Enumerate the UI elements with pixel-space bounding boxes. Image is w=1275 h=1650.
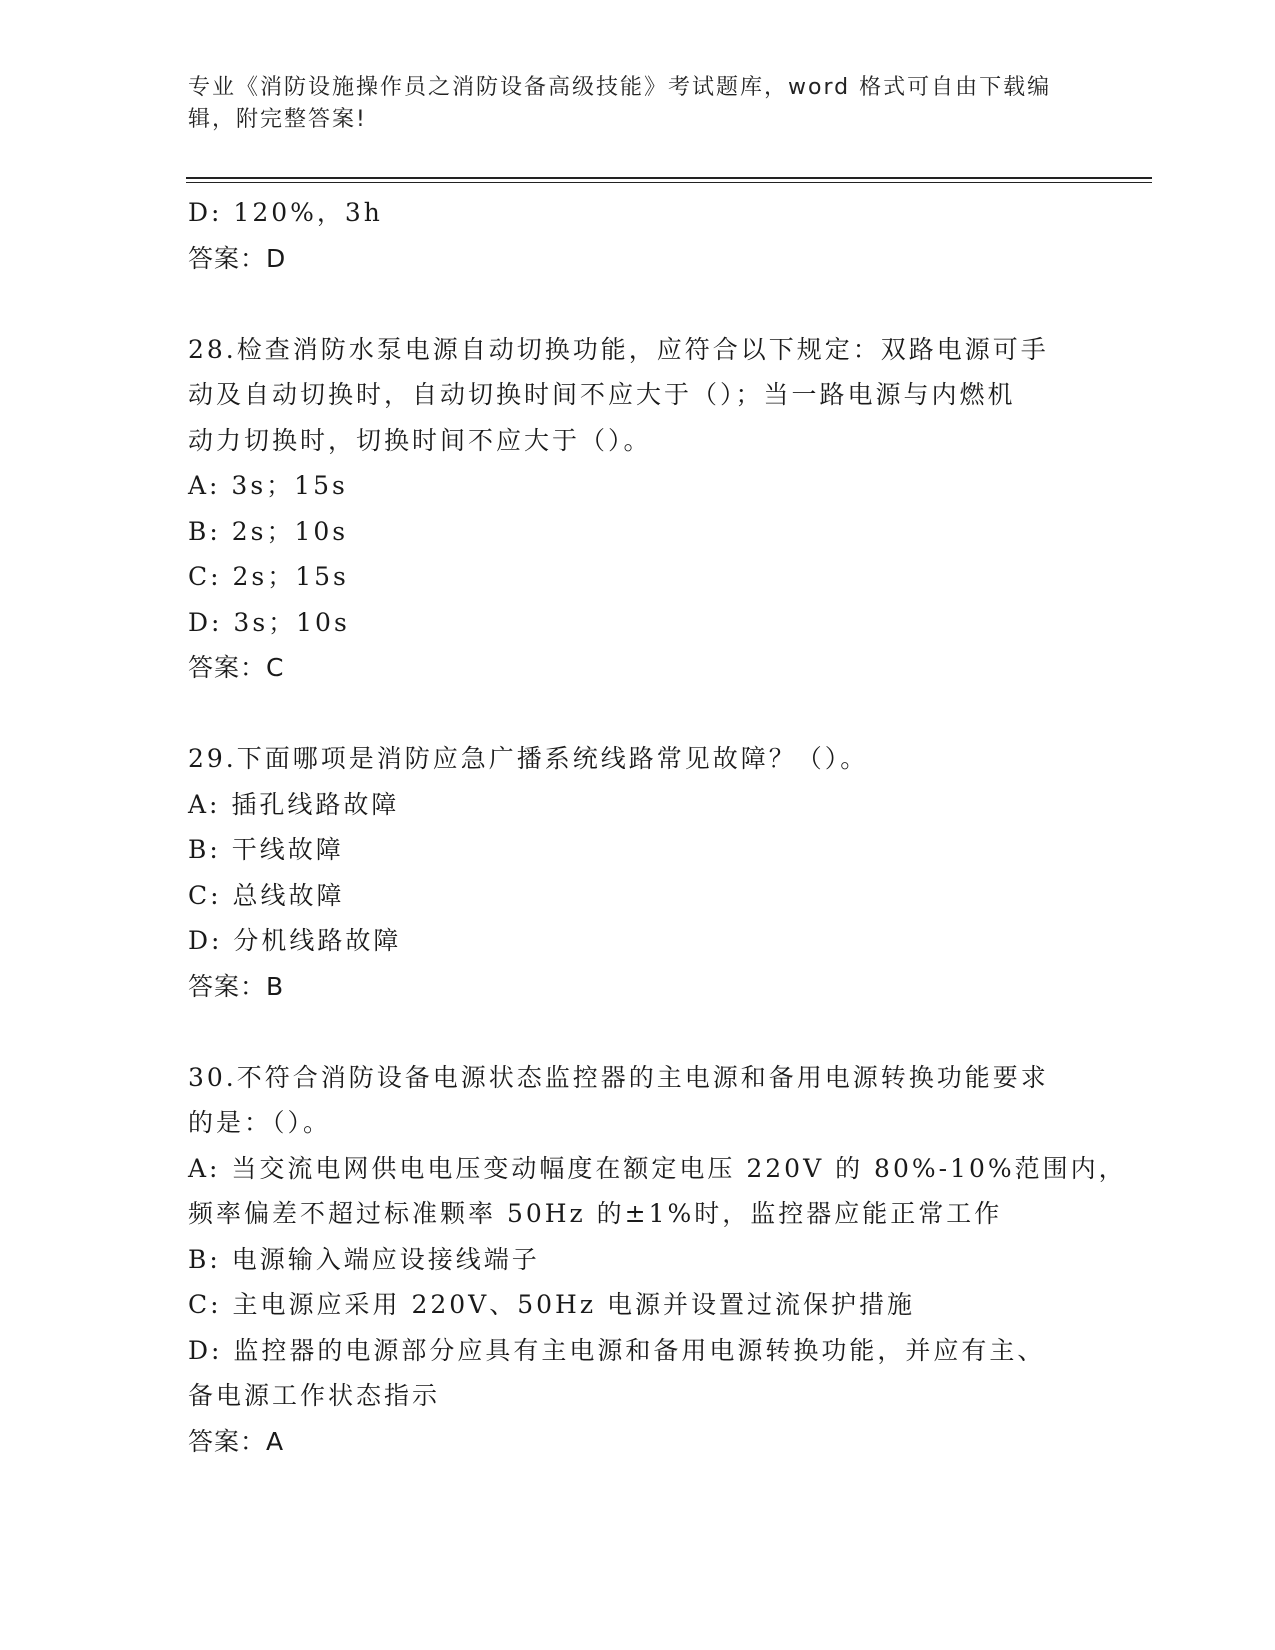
question-29-option-c: C: 总线故障 xyxy=(188,880,345,910)
question-29-option-d: D: 分机线路故障 xyxy=(188,926,402,955)
question-30-answer: 答案：A xyxy=(188,1426,285,1456)
question-28-option-d: D: 3s；10s xyxy=(188,607,350,637)
question-content xyxy=(188,190,1127,1464)
question-28-stem-line: 动及自动切换时，自动切换时间不应大于（）；当一路电源与内燃机 xyxy=(188,380,1016,409)
spacer xyxy=(188,281,1088,327)
header-line-2: 辑，附完整答案! xyxy=(188,107,367,132)
question-29-answer: 答案：B xyxy=(188,971,285,1001)
question-30-option-a-line: A: 当交流电网供电电压变动幅度在额定电压 220V 的 80%-10%范围内， xyxy=(188,1153,1127,1183)
spacer xyxy=(188,691,1088,737)
prev-question-option-d: D: 120%，3h xyxy=(188,198,383,227)
question-29-stem-line: 29.下面哪项是消防应急广播系统线路常见故障？（）。 xyxy=(188,744,869,773)
question-30-option-a-line: 频率偏差不超过标准颗率 50Hz 的±1%时，监控器应能正常工作 xyxy=(188,1199,1003,1228)
spacer xyxy=(188,1009,1088,1055)
question-28-option-a: A: 3s；15s xyxy=(188,471,348,500)
prev-question-answer: 答案：D xyxy=(188,243,287,273)
question-30-stem-line: 30.不符合消防设备电源状态监控器的主电源和备用电源转换功能要求 xyxy=(188,1062,1049,1092)
header-divider-thick xyxy=(186,177,1152,179)
question-29-option-a: A: 插孔线路故障 xyxy=(188,789,400,819)
question-28-option-b: B: 2s；10s xyxy=(188,516,349,546)
page-header xyxy=(188,72,1068,136)
question-28 xyxy=(188,327,1088,691)
question-28-stem-line: 28.检查消防水泵电源自动切换功能，应符合以下规定：双路电源可手 xyxy=(188,334,1049,364)
question-30 xyxy=(188,1055,1127,1465)
question-30-option-b: B: 电源输入端应设接线端子 xyxy=(188,1244,540,1274)
question-28-stem-line: 动力切换时，切换时间不应大于（）。 xyxy=(188,425,652,455)
question-30-option-d-line: 备电源工作状态指示 xyxy=(188,1381,441,1410)
header-divider-thin xyxy=(186,182,1152,183)
question-30-stem-line: 的是：（）。 xyxy=(188,1108,332,1137)
header-line-1: 专业《消防设施操作员之消防设备高级技能》考试题库，word 格式可自由下载编 xyxy=(188,75,1052,100)
question-29-option-b: B: 干线故障 xyxy=(188,835,344,864)
question-28-option-c: C: 2s；15s xyxy=(188,562,349,591)
question-30-option-c: C: 主电源应采用 220V、50Hz 电源并设置过流保护措施 xyxy=(188,1290,915,1319)
question-30-option-d-line: D: 监控器的电源部分应具有主电源和备用电源转换功能，并应有主、 xyxy=(188,1335,1046,1365)
question-28-answer: 答案：C xyxy=(188,653,285,682)
question-29 xyxy=(188,736,1088,1009)
